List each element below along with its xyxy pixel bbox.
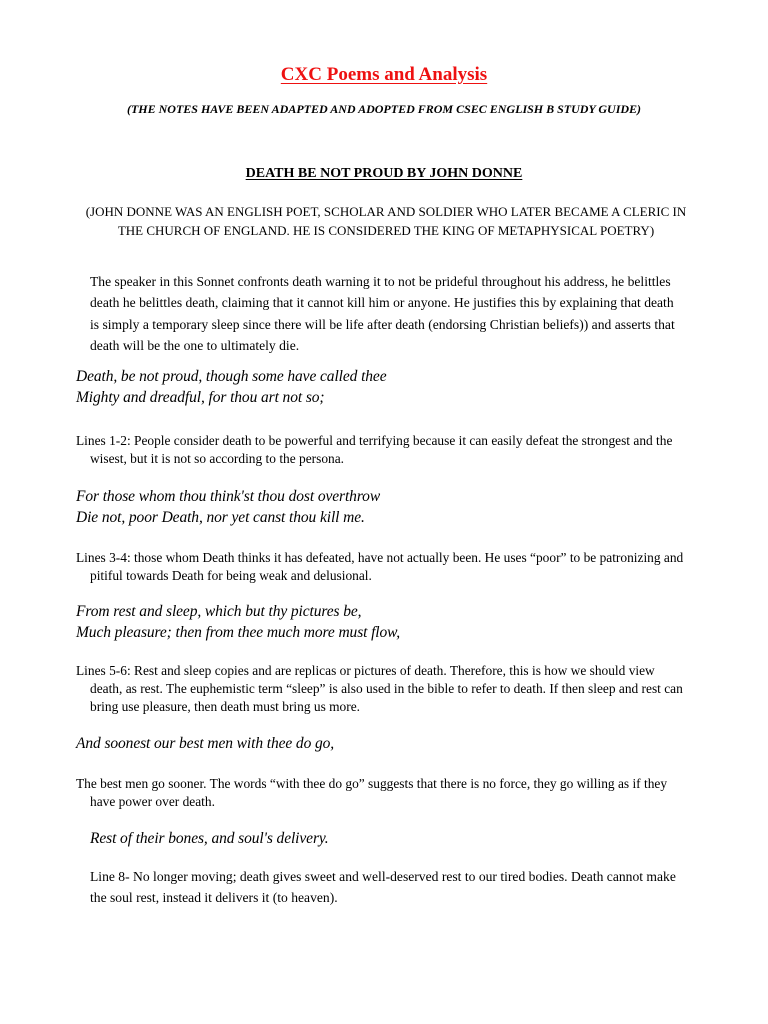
verse-block (76, 486, 380, 528)
verse-line: Rest of their bones, and soul's delivery. (90, 830, 329, 847)
verse-line: Death, be not proud, though some have called thee (76, 368, 387, 385)
verse-line: From rest and sleep, which but thy pictures be, (76, 603, 362, 620)
verse-line: Mighty and dreadful, for thou art not so; (76, 389, 325, 406)
poem-heading: DEATH BE NOT PROUD BY JOHN DONNE (245, 166, 523, 181)
analysis-paragraph: Line 8- No longer moving; death gives sweet and well-deserved rest to our tired bodies. Death cannot make the soul rest, instead it delivers it (to heaven). (90, 869, 676, 905)
verse-block (76, 601, 400, 643)
verse-line: For those whom thou think'st thou dost overthrow (76, 488, 381, 505)
verse-line: Die not, poor Death, nor yet canst thou kill me. (76, 509, 365, 526)
verse-block (76, 733, 334, 754)
analysis-paragraph: Lines 1-2: People consider death to be powerful and terrifying because it can easily defeat the strongest and the wisest, but it is not so according to the persona. (76, 433, 673, 466)
verse-block (90, 828, 329, 849)
intro-paragraph: The speaker in this Sonnet confronts death warning it to not be prideful throughout his address, he belittles death he belittles death, claiming that it cannot kill him or anyone. He justifies this by explaining that death is simply a temporary sleep since there will be life after death (endorsing Christian beliefs)) and asserts that death will be the one to ultimately die. (90, 274, 675, 354)
verse-line: And soonest our best men with thee do go, (76, 735, 335, 752)
document-title: CXC Poems and Analysis (280, 64, 488, 85)
analysis-paragraph: The best men go sooner. The words “with thee do go” suggests that there is no force, they go willing as if they have power over death. (76, 776, 668, 809)
analysis-paragraph: Lines 3-4: those whom Death thinks it has defeated, have not actually been. He uses “poor” to be patronizing and pitiful towards Death for being weak and delusional. (76, 550, 684, 583)
verse-block (76, 366, 386, 408)
verse-line: Much pleasure; then from thee much more must flow, (76, 624, 401, 641)
document-subtitle: (THE NOTES HAVE BEEN ADAPTED AND ADOPTED FROM CSEC ENGLISH B STUDY GUIDE) (126, 102, 642, 116)
author-note: (JOHN DONNE WAS AN ENGLISH POET, SCHOLAR AND SOLDIER WHO LATER BECAME A CLERIC IN THE CHURCH OF ENGLAND. HE IS CONSIDERED THE KING OF METAPHYSICAL POETRY) (85, 204, 687, 238)
analysis-paragraph: Lines 5-6: Rest and sleep copies and are replicas or pictures of death. Therefore, this is how we should view death, as rest. The euphemistic term “sleep” is also used in the bible to refer to death. If then sleep and rest can bring use pleasure, then death must bring us more. (76, 663, 683, 714)
